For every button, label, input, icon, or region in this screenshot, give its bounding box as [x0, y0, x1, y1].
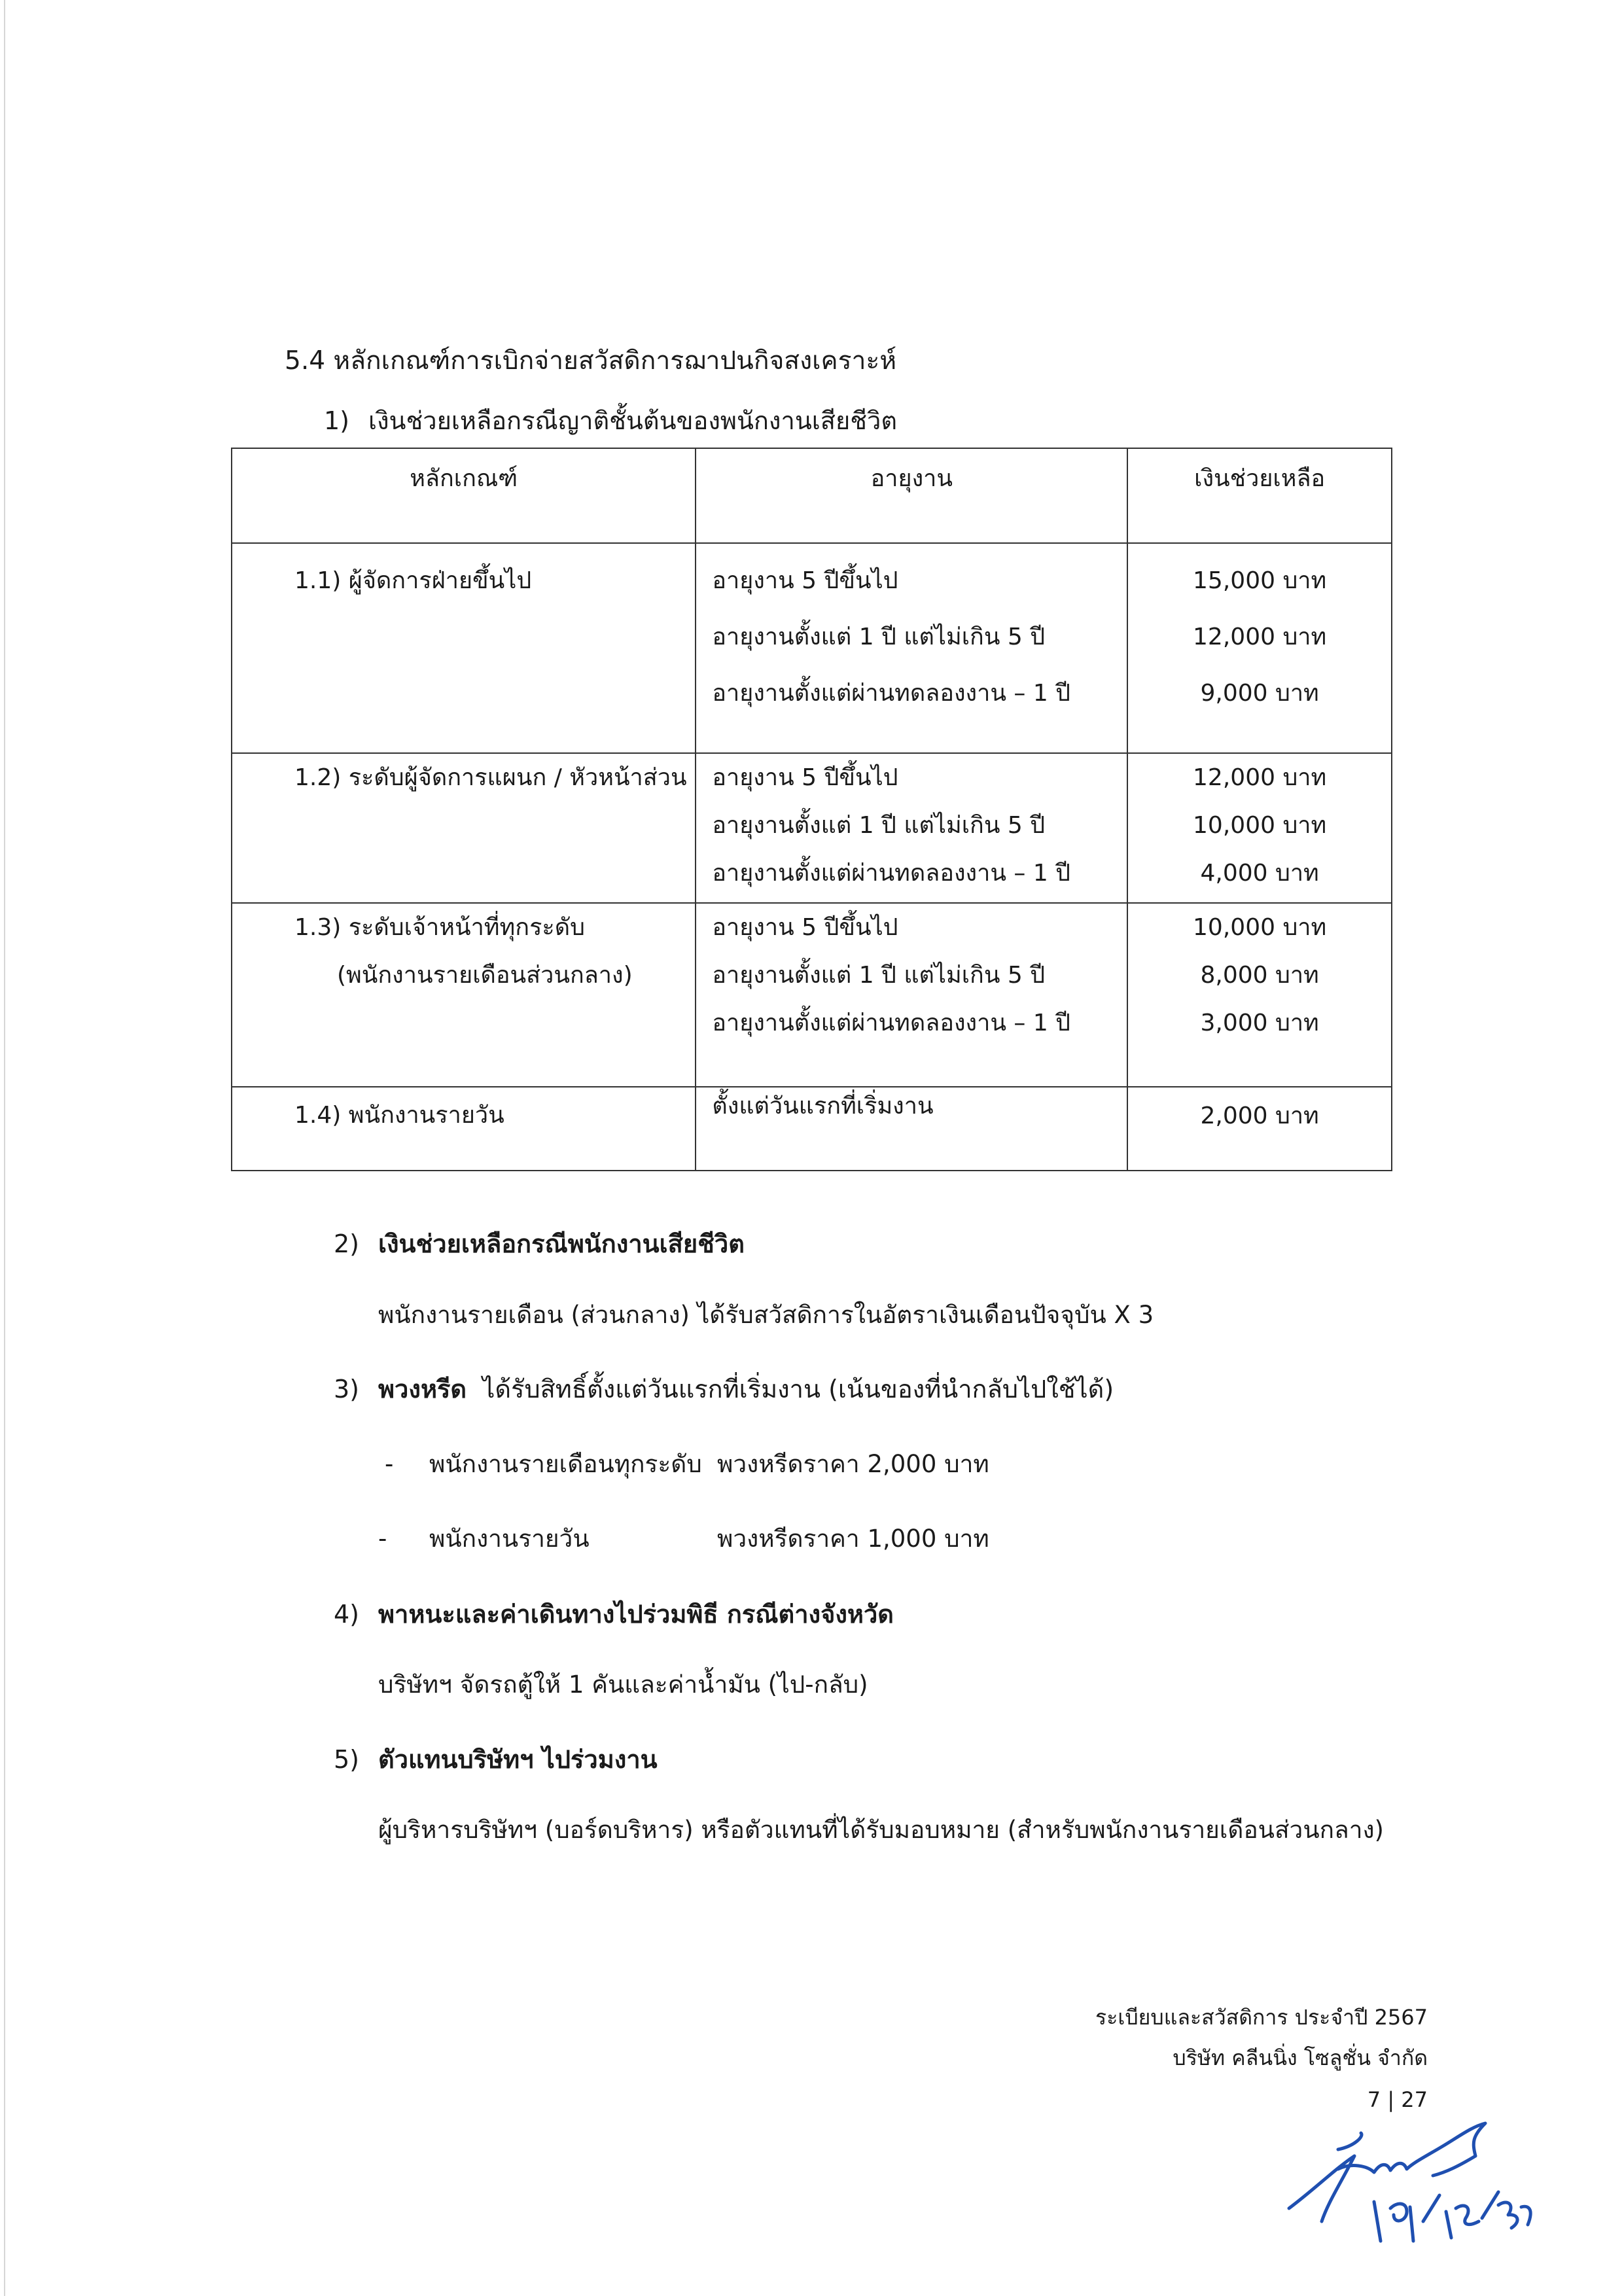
amount-text: 15,000 บาท [1193, 567, 1327, 594]
item-2-detail: พนักงานรายเดือน (ส่วนกลาง) ได้รับสวัสดิการในอัตราเงินเดือนปัจจุบัน X 3 [378, 1301, 1154, 1329]
age-text: อายุงานตั้งแต่ผ่านทดลองงาน – 1 ปี [712, 860, 1071, 887]
list-item [385, 1445, 989, 1483]
item-3-title: พวงหรีด [378, 1375, 467, 1404]
criteria-text: 1.1) ผู้จัดการฝ่ายขึ้นไป [294, 567, 532, 594]
bullet-recipient: พนักงานรายวัน [429, 1525, 590, 1553]
criteria-cell [232, 1087, 696, 1171]
footer-regulation-title: ระเบียบและสวัสดิการ ประจำปี 2567 [1095, 2005, 1428, 2030]
scan-edge-line [4, 0, 5, 2296]
age-text: อายุงาน 5 ปีขึ้นไป [712, 567, 898, 594]
criteria-text: 1.3) ระดับเจ้าหน้าที่ทุกระดับ [294, 914, 585, 941]
bullet-dash: - [385, 1450, 394, 1478]
criteria-cell [232, 753, 696, 903]
item-5-heading [334, 1739, 658, 1779]
list-item [378, 1519, 989, 1558]
criteria-cell [232, 903, 696, 1087]
bullet-wreath-price: พวงหรีดราคา 1,000 บาท [717, 1525, 989, 1553]
item-2-heading [334, 1224, 745, 1263]
item-3-heading [334, 1369, 1114, 1409]
age-text: อายุงานตั้งแต่ 1 ปี แต่ไม่เกิน 5 ปี [712, 812, 1046, 839]
age-text: อายุงานตั้งแต่ 1 ปี แต่ไม่เกิน 5 ปี [712, 962, 1046, 989]
age-text: อายุงานตั้งแต่ผ่านทดลองงาน – 1 ปี [712, 1010, 1071, 1036]
amount-cell [1127, 903, 1392, 1087]
amount-text: 12,000 บาท [1193, 624, 1327, 650]
amount-cell [1127, 543, 1392, 753]
item-5-title: ตัวแทนบริษัทฯ ไปร่วมงาน [378, 1745, 658, 1774]
criteria-text: 1.2) ระดับผู้จัดการแผนก / หัวหน้าส่วน [294, 764, 687, 791]
amount-cell [1127, 1087, 1392, 1171]
table-row [232, 543, 1392, 753]
table-row [232, 1087, 1392, 1171]
amount-text: 9,000 บาท [1200, 680, 1319, 707]
header-service-age: อายุงาน [696, 448, 1127, 543]
amount-text: 4,000 บาท [1200, 860, 1319, 887]
page-number: 7 | 27 [1367, 2087, 1428, 2112]
item-2-title: เงินช่วยเหลือกรณีพนักงานเสียชีวิต [378, 1229, 745, 1258]
footer-company-name: บริษัท คลีนนิ่ง โซลูชั่น จำกัด [1173, 2045, 1428, 2070]
table-row [232, 903, 1392, 1087]
section-title: 5.4 หลักเกณฑ์การเบิกจ่ายสวัสดิการฌาปนกิจสงเคราะห์ [285, 346, 897, 376]
bullet-recipient: พนักงานรายเดือนทุกระดับ [429, 1450, 702, 1478]
item-4-heading [334, 1594, 894, 1634]
amount-text: 3,000 บาท [1200, 1010, 1319, 1036]
criteria-text: (พนักงานรายเดือนส่วนกลาง) [337, 962, 633, 989]
amount-text: 10,000 บาท [1193, 812, 1327, 839]
item-4-title: พาหนะและค่าเดินทางไปร่วมพิธี กรณีต่างจังหวัด [378, 1600, 894, 1629]
age-text: อายุงาน 5 ปีขึ้นไป [712, 914, 898, 941]
bullet-wreath-price: พวงหรีดราคา 2,000 บาท [717, 1450, 989, 1478]
criteria-cell [232, 543, 696, 753]
item-1-number: 1) [324, 406, 350, 435]
amount-text: 12,000 บาท [1193, 764, 1327, 791]
item-1-heading [324, 400, 897, 440]
item-5-number: 5) [334, 1745, 360, 1774]
item-3-description: ได้รับสิทธิ์ตั้งแต่วันแรกที่เริ่มงาน (เน้นของที่นำกลับไปใช้ได้) [482, 1375, 1114, 1404]
age-cell [696, 903, 1127, 1087]
table-row [232, 753, 1392, 903]
age-text: อายุงาน 5 ปีขึ้นไป [712, 764, 898, 791]
amount-text: 10,000 บาท [1193, 914, 1327, 941]
age-cell [696, 1087, 1127, 1171]
age-cell [696, 543, 1127, 753]
item-3-number: 3) [334, 1375, 360, 1404]
bullet-dash: - [378, 1525, 387, 1553]
age-text: ตั้งแต่วันแรกที่เริ่มงาน [712, 1093, 934, 1120]
item-4-detail: บริษัทฯ จัดรถตู้ให้ 1 คันและค่าน้ำมัน (ไป-กลับ) [378, 1670, 868, 1699]
item-1-title: เงินช่วยเหลือกรณีญาติชั้นต้นของพนักงานเสียชีวิต [368, 406, 898, 435]
amount-text: 8,000 บาท [1200, 962, 1319, 989]
amount-text: 2,000 บาท [1200, 1103, 1319, 1129]
handwritten-signature [1276, 2110, 1551, 2261]
amount-cell [1127, 753, 1392, 903]
table-header-row [232, 448, 1392, 543]
age-cell [696, 753, 1127, 903]
criteria-text: 1.4) พนักงานรายวัน [294, 1102, 504, 1129]
item-2-number: 2) [334, 1229, 360, 1258]
header-amount: เงินช่วยเหลือ [1127, 448, 1392, 543]
welfare-table [231, 448, 1392, 1171]
item-4-number: 4) [334, 1600, 360, 1629]
header-criteria: หลักเกณฑ์ [232, 448, 696, 543]
age-text: อายุงานตั้งแต่ผ่านทดลองงาน – 1 ปี [712, 680, 1071, 707]
age-text: อายุงานตั้งแต่ 1 ปี แต่ไม่เกิน 5 ปี [712, 624, 1046, 650]
item-5-detail: ผู้บริหารบริษัทฯ (บอร์ดบริหาร) หรือตัวแทนที่ได้รับมอบหมาย (สำหรับพนักงานรายเดือนส่วนกลาง) [378, 1816, 1384, 1844]
